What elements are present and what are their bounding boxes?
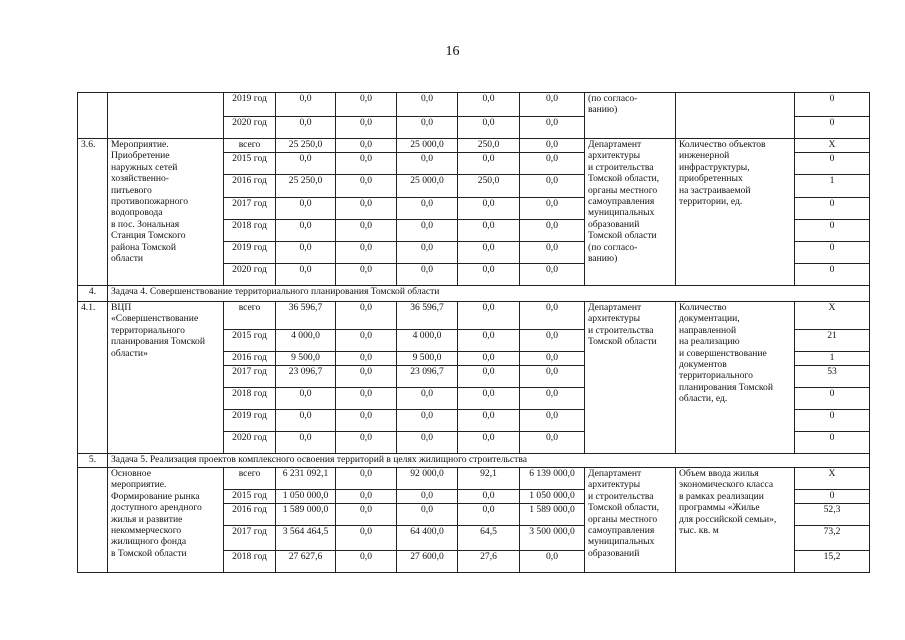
- value-cell: 0,0: [458, 242, 520, 264]
- value-cell: 0,0: [520, 117, 585, 139]
- year-cell: 2016 год: [224, 352, 276, 366]
- value-cell: 0,0: [336, 551, 397, 573]
- indicator-value-cell: 1: [795, 352, 870, 366]
- task-title-cell: Задача 4. Совершенствование территориального планирования Томской области: [108, 286, 870, 302]
- value-cell: 0,0: [520, 139, 585, 153]
- indicator-value-cell: 0: [795, 410, 870, 432]
- year-cell: 2016 год: [224, 504, 276, 526]
- value-cell: 0,0: [336, 139, 397, 153]
- value-cell: 0,0: [336, 264, 397, 286]
- value-cell: 0,0: [458, 302, 520, 330]
- value-cell: 0,0: [397, 490, 458, 504]
- value-cell: 0,0: [520, 330, 585, 352]
- value-cell: 0,0: [458, 432, 520, 454]
- task-title-cell: Задача 5. Реализация проектов комплексного освоения территорий в целях жилищного строительства: [108, 454, 870, 468]
- measure-name-cell: ВЦП «Совершенствование территориального планирования Томской области»: [108, 302, 224, 454]
- executor-cell: Департамент архитектуры и строительства Томской области, органы местного самоуправления муниципальных образований Томской области (по согласо- ванию): [585, 139, 676, 286]
- measure-name-cell: [108, 93, 224, 139]
- indicator-value-cell: 0: [795, 264, 870, 286]
- value-cell: 1 589 000,0: [520, 504, 585, 526]
- indicator-name-cell: Количество документации, направленной на реализацию и совершенствование документов территориального планирования Томской области, ед.: [676, 302, 795, 454]
- value-cell: 0,0: [458, 366, 520, 388]
- value-cell: 0,0: [276, 117, 336, 139]
- value-cell: 92,1: [458, 468, 520, 490]
- value-cell: 0,0: [458, 264, 520, 286]
- task-number-cell: 5.: [78, 454, 108, 468]
- value-cell: 0,0: [276, 388, 336, 410]
- row-number-cell: [78, 468, 108, 573]
- value-cell: 0,0: [336, 468, 397, 490]
- value-cell: 0,0: [397, 388, 458, 410]
- value-cell: 0,0: [336, 153, 397, 175]
- value-cell: 27,6: [458, 551, 520, 573]
- year-cell: 2018 год: [224, 388, 276, 410]
- value-cell: 0,0: [397, 153, 458, 175]
- year-cell: 2020 год: [224, 432, 276, 454]
- value-cell: 25 000,0: [397, 175, 458, 198]
- value-cell: 0,0: [276, 220, 336, 242]
- value-cell: 0,0: [458, 117, 520, 139]
- executor-cell: Департамент архитектуры и строительства Томской области: [585, 302, 676, 454]
- value-cell: 0,0: [520, 352, 585, 366]
- indicator-value-cell: 0: [795, 490, 870, 504]
- value-cell: 64,5: [458, 526, 520, 551]
- value-cell: 0,0: [458, 93, 520, 117]
- value-cell: 0,0: [397, 93, 458, 117]
- value-cell: 0,0: [276, 264, 336, 286]
- value-cell: 0,0: [336, 242, 397, 264]
- value-cell: 3 564 464,5: [276, 526, 336, 551]
- value-cell: 1 050 000,0: [276, 490, 336, 504]
- year-cell: 2020 год: [224, 264, 276, 286]
- table-row: [78, 139, 870, 153]
- value-cell: 6 231 092,1: [276, 468, 336, 490]
- row-number-cell: 3.6.: [78, 139, 108, 286]
- indicator-value-cell: X: [795, 468, 870, 490]
- value-cell: 0,0: [397, 198, 458, 220]
- indicator-value-cell: 73,2: [795, 526, 870, 551]
- value-cell: 27 627,6: [276, 551, 336, 573]
- value-cell: 1 589 000,0: [276, 504, 336, 526]
- value-cell: 0,0: [336, 388, 397, 410]
- value-cell: 0,0: [458, 220, 520, 242]
- indicator-value-cell: X: [795, 139, 870, 153]
- task-row: [78, 454, 870, 468]
- value-cell: 0,0: [520, 220, 585, 242]
- value-cell: 0,0: [520, 388, 585, 410]
- value-cell: 0,0: [397, 117, 458, 139]
- year-cell: 2019 год: [224, 410, 276, 432]
- year-cell: 2018 год: [224, 220, 276, 242]
- value-cell: 0,0: [458, 410, 520, 432]
- indicator-value-cell: 0: [795, 220, 870, 242]
- page-number: 16: [445, 44, 460, 59]
- value-cell: 0,0: [336, 330, 397, 352]
- value-cell: 0,0: [336, 526, 397, 551]
- value-cell: 0,0: [397, 264, 458, 286]
- value-cell: 0,0: [397, 432, 458, 454]
- value-cell: 0,0: [336, 366, 397, 388]
- value-cell: 0,0: [520, 410, 585, 432]
- year-cell: 2015 год: [224, 490, 276, 504]
- value-cell: 0,0: [276, 410, 336, 432]
- value-cell: 3 500 000,0: [520, 526, 585, 551]
- year-cell: 2015 год: [224, 153, 276, 175]
- year-cell: 2018 год: [224, 551, 276, 573]
- value-cell: 0,0: [276, 242, 336, 264]
- value-cell: 0,0: [520, 432, 585, 454]
- value-cell: 0,0: [336, 504, 397, 526]
- indicator-value-cell: 0: [795, 432, 870, 454]
- value-cell: 0,0: [336, 490, 397, 504]
- value-cell: 0,0: [336, 302, 397, 330]
- value-cell: 0,0: [520, 551, 585, 573]
- value-cell: 25 000,0: [397, 139, 458, 153]
- table-row: [78, 302, 870, 330]
- indicator-value-cell: 53: [795, 366, 870, 388]
- year-cell: всего: [224, 468, 276, 490]
- value-cell: 0,0: [458, 388, 520, 410]
- value-cell: 0,0: [397, 410, 458, 432]
- value-cell: 0,0: [458, 153, 520, 175]
- value-cell: 0,0: [336, 352, 397, 366]
- value-cell: 6 139 000,0: [520, 468, 585, 490]
- value-cell: 0,0: [397, 242, 458, 264]
- indicator-value-cell: 0: [795, 388, 870, 410]
- year-cell: 2015 год: [224, 330, 276, 352]
- value-cell: 9 500,0: [276, 352, 336, 366]
- value-cell: 0,0: [336, 410, 397, 432]
- value-cell: 0,0: [520, 175, 585, 198]
- value-cell: 0,0: [458, 198, 520, 220]
- value-cell: 0,0: [336, 220, 397, 242]
- year-cell: 2017 год: [224, 366, 276, 388]
- value-cell: 0,0: [336, 198, 397, 220]
- indicator-value-cell: 21: [795, 330, 870, 352]
- program-table: [77, 92, 870, 573]
- year-cell: 2017 год: [224, 526, 276, 551]
- row-number-cell: [78, 93, 108, 139]
- value-cell: 0,0: [336, 175, 397, 198]
- value-cell: 64 400,0: [397, 526, 458, 551]
- value-cell: 0,0: [276, 153, 336, 175]
- value-cell: 0,0: [520, 93, 585, 117]
- value-cell: 4 000,0: [276, 330, 336, 352]
- value-cell: 36 596,7: [397, 302, 458, 330]
- value-cell: 0,0: [276, 93, 336, 117]
- value-cell: 0,0: [397, 220, 458, 242]
- value-cell: 25 250,0: [276, 139, 336, 153]
- value-cell: 0,0: [520, 198, 585, 220]
- value-cell: 4 000,0: [397, 330, 458, 352]
- value-cell: 1 050 000,0: [520, 490, 585, 504]
- value-cell: 0,0: [458, 352, 520, 366]
- value-cell: 0,0: [458, 490, 520, 504]
- value-cell: 0,0: [520, 302, 585, 330]
- table-row: [78, 468, 870, 490]
- value-cell: 0,0: [276, 432, 336, 454]
- indicator-value-cell: 52,3: [795, 504, 870, 526]
- indicator-name-cell: Количество объектов инженерной инфраструктуры, приобретенных на застраиваемой территории, ед.: [676, 139, 795, 286]
- value-cell: 0,0: [520, 264, 585, 286]
- indicator-value-cell: 0: [795, 117, 870, 139]
- measure-name-cell: Мероприятие. Приобретение наружных сетей хозяйственно- питьевого противопожарного водопровода в пос. Зональная Станция Томского района Томской области: [108, 139, 224, 286]
- year-cell: 2017 год: [224, 198, 276, 220]
- indicator-value-cell: X: [795, 302, 870, 330]
- year-cell: 2020 год: [224, 117, 276, 139]
- year-cell: всего: [224, 139, 276, 153]
- indicator-value-cell: 0: [795, 153, 870, 175]
- value-cell: 23 096,7: [397, 366, 458, 388]
- row-number-cell: 4.1.: [78, 302, 108, 454]
- value-cell: 0,0: [336, 432, 397, 454]
- value-cell: 9 500,0: [397, 352, 458, 366]
- table-row: [78, 93, 870, 117]
- indicator-value-cell: 0: [795, 93, 870, 117]
- executor-cell: Департамент архитектуры и строительства Томской области, органы местного самоуправления муниципальных образований: [585, 468, 676, 573]
- value-cell: 23 096,7: [276, 366, 336, 388]
- task-row: [78, 286, 870, 302]
- value-cell: 250,0: [458, 139, 520, 153]
- value-cell: 0,0: [336, 117, 397, 139]
- indicator-value-cell: 0: [795, 198, 870, 220]
- year-cell: 2016 год: [224, 175, 276, 198]
- indicator-value-cell: 0: [795, 242, 870, 264]
- year-cell: всего: [224, 302, 276, 330]
- value-cell: 0,0: [458, 330, 520, 352]
- year-cell: 2019 год: [224, 242, 276, 264]
- measure-name-cell: Основное мероприятие. Формирование рынка доступного арендного жилья и развитие некоммерческого жилищного фонда в Томской области: [108, 468, 224, 573]
- value-cell: 25 250,0: [276, 175, 336, 198]
- value-cell: 92 000,0: [397, 468, 458, 490]
- value-cell: 0,0: [458, 504, 520, 526]
- year-cell: 2019 год: [224, 93, 276, 117]
- value-cell: 250,0: [458, 175, 520, 198]
- executor-cell: (по согласо- ванию): [585, 93, 676, 139]
- value-cell: 0,0: [397, 504, 458, 526]
- value-cell: 0,0: [520, 366, 585, 388]
- indicator-value-cell: 15,2: [795, 551, 870, 573]
- value-cell: 0,0: [276, 198, 336, 220]
- indicator-value-cell: 1: [795, 175, 870, 198]
- value-cell: 0,0: [336, 93, 397, 117]
- task-number-cell: 4.: [78, 286, 108, 302]
- value-cell: 27 600,0: [397, 551, 458, 573]
- value-cell: 0,0: [520, 153, 585, 175]
- indicator-name-cell: [676, 93, 795, 139]
- indicator-name-cell: Объем ввода жилья экономического класса в рамках реализации программы «Жилье для российской семьи», тыс. кв. м: [676, 468, 795, 573]
- value-cell: 36 596,7: [276, 302, 336, 330]
- value-cell: 0,0: [520, 242, 585, 264]
